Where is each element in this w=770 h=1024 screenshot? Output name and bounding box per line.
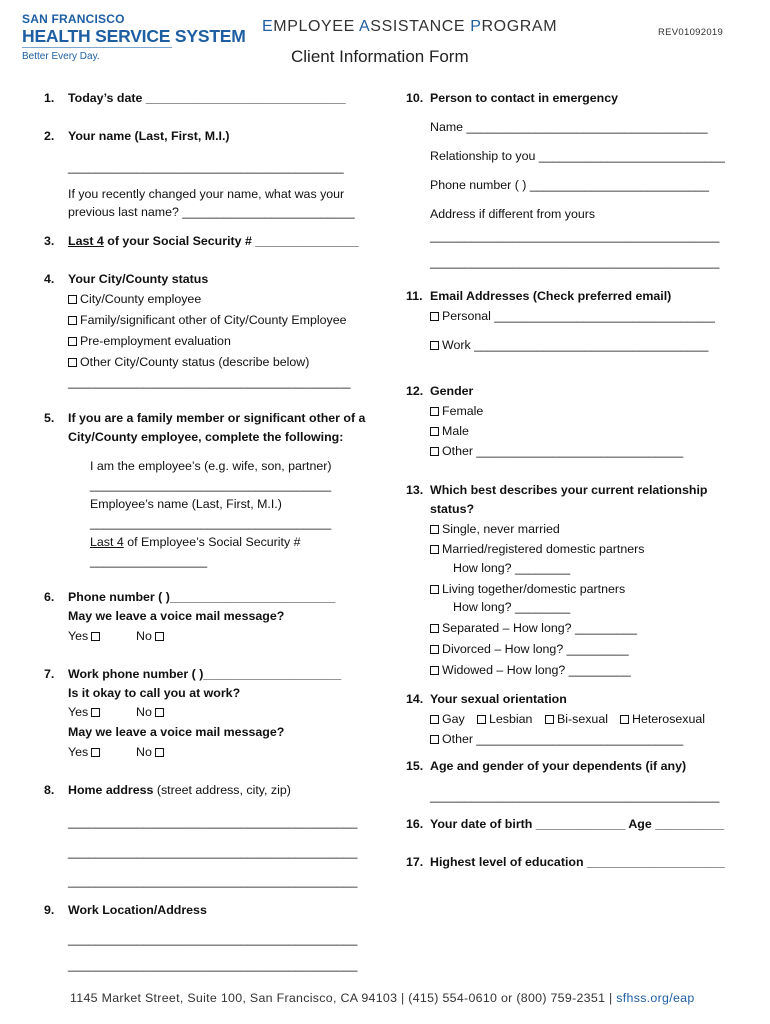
- q15-dependents-field[interactable]: __________________________________________: [430, 789, 720, 803]
- q1-todays-date-field[interactable]: Today’s date _____________________________: [68, 91, 346, 105]
- checkbox[interactable]: [68, 316, 77, 325]
- q2-previous-name-field[interactable]: previous last name? _________________________: [68, 205, 355, 219]
- checkbox[interactable]: [545, 715, 554, 724]
- option-label: Married/registered domestic partners: [442, 542, 645, 556]
- checkbox[interactable]: [430, 447, 439, 456]
- q13-option-married[interactable]: [430, 542, 644, 556]
- q3-ssn-field[interactable]: [68, 234, 359, 248]
- q1-number: 1.: [44, 91, 55, 105]
- q14-option-heterosexual[interactable]: [620, 712, 705, 726]
- option-label: City/County employee: [80, 292, 202, 306]
- q7-call-work-yes[interactable]: [68, 705, 100, 719]
- q5-employee-ssn-field[interactable]: _________________: [90, 554, 208, 568]
- q5-ssn-text: of Employee’s Social Security #: [123, 535, 301, 549]
- q4-option-family[interactable]: [68, 313, 347, 327]
- q13-label-line-2: status?: [430, 502, 475, 516]
- q8-number: 8.: [44, 783, 55, 797]
- logo-divider: [22, 47, 172, 48]
- q5-employee-name-label: Employee’s name (Last, First, M.I.): [90, 497, 282, 511]
- program-title-part-3: ROGRAM: [481, 18, 558, 35]
- q3-label: of your Social Security # _______________: [103, 234, 359, 248]
- q11-number: 11.: [406, 289, 423, 303]
- q9-label: Work Location/Address: [68, 903, 207, 917]
- checkbox[interactable]: [430, 735, 439, 744]
- program-title-part-2: SSISTANCE: [370, 18, 471, 35]
- q5-relation-label: I am the employee’s (e.g. wife, son, partner): [90, 459, 332, 473]
- q8-label: [68, 783, 291, 797]
- q12-number: 12.: [406, 384, 424, 398]
- no-label: No: [136, 705, 152, 719]
- q14-option-gay[interactable]: [430, 712, 465, 726]
- q2-label: Your name (Last, First, M.I.): [68, 129, 230, 143]
- q12-label: Gender: [430, 384, 474, 398]
- q5-employee-ssn-label: [90, 535, 301, 549]
- q11-personal-email[interactable]: [430, 309, 715, 323]
- work-email-field[interactable]: Work __________________________________: [442, 338, 709, 352]
- q10-number: 10.: [406, 91, 424, 105]
- checkbox[interactable]: [430, 645, 439, 654]
- q16-dob-age-field[interactable]: Your date of birth _____________ Age __________: [430, 817, 725, 831]
- divorced-field[interactable]: Divorced – How long? _________: [442, 642, 629, 656]
- q7-call-work-label: Is it okay to call you at work?: [68, 686, 241, 700]
- q10-label: Person to contact in emergency: [430, 91, 618, 105]
- checkbox[interactable]: [155, 632, 164, 641]
- q4-other-field[interactable]: _________________________________________: [68, 375, 351, 389]
- option-label: Male: [442, 424, 469, 438]
- logo-tagline: Better Every Day.: [22, 51, 100, 62]
- checkbox[interactable]: [91, 708, 100, 717]
- q7-voicemail-yes[interactable]: [68, 745, 100, 759]
- q4-option-employee[interactable]: [68, 292, 201, 306]
- q4-number: 4.: [44, 272, 55, 286]
- q10-address-label: Address if different from yours: [430, 207, 596, 221]
- no-label: No: [136, 745, 152, 759]
- q2-name-field[interactable]: ________________________________________: [68, 160, 344, 174]
- q10-name-field[interactable]: Name ___________________________________: [430, 120, 708, 134]
- q14-option-bisexual[interactable]: [545, 712, 608, 726]
- q9-work-location-line-1[interactable]: __________________________________________: [68, 932, 358, 946]
- no-label: No: [136, 629, 152, 643]
- checkbox[interactable]: [430, 545, 439, 554]
- q12-option-other[interactable]: [430, 444, 683, 458]
- option-label: Bi-sexual: [557, 712, 608, 726]
- gender-other-field[interactable]: Other ______________________________: [442, 444, 684, 458]
- checkbox[interactable]: [477, 715, 486, 724]
- option-label: Lesbian: [489, 712, 533, 726]
- checkbox[interactable]: [430, 341, 439, 350]
- q14-option-other[interactable]: [430, 732, 683, 746]
- footer: [70, 991, 695, 1005]
- yes-label: Yes: [68, 629, 89, 643]
- widowed-field[interactable]: Widowed – How long? _________: [442, 663, 631, 677]
- q14-option-lesbian[interactable]: [477, 712, 532, 726]
- q16-number: 16.: [406, 817, 424, 831]
- program-title-cap-e: E: [262, 18, 274, 35]
- option-label: Family/significant other of City/County Employee: [80, 313, 347, 327]
- program-title-cap-p: P: [470, 18, 482, 35]
- checkbox[interactable]: [91, 632, 100, 641]
- q3-number: 3.: [44, 234, 55, 248]
- footer-website-link[interactable]: sfhss.org/eap: [616, 991, 695, 1005]
- logo-line-1: SAN FRANCISCO: [22, 12, 125, 26]
- q10-address-line-2[interactable]: __________________________________________: [430, 255, 720, 269]
- q7-voicemail-label: May we leave a voice mail message?: [68, 725, 285, 739]
- footer-contact: 1145 Market Street, Suite 100, San Francisco, CA 94103 | (415) 554-0610 or (800) 759-2351 |: [70, 991, 617, 1005]
- q12-option-female[interactable]: [430, 404, 483, 418]
- program-title-part-1: MPLOYEE: [273, 18, 360, 35]
- option-label: Other City/County status (describe below): [80, 355, 310, 369]
- program-title: [262, 18, 557, 36]
- checkbox[interactable]: [68, 295, 77, 304]
- separated-field[interactable]: Separated – How long? _________: [442, 621, 637, 635]
- checkbox[interactable]: [155, 748, 164, 757]
- q9-number: 9.: [44, 903, 55, 917]
- q5-label-line-1: If you are a family member or significant other of a: [68, 411, 366, 425]
- q8-address-line-1[interactable]: __________________________________________: [68, 815, 358, 829]
- q13-option-widowed[interactable]: [430, 663, 631, 677]
- q13-option-single[interactable]: [430, 522, 560, 536]
- q2-previous-name-note: If you recently changed your name, what was your: [68, 187, 345, 201]
- q17-education-field[interactable]: Highest level of education ____________________: [430, 855, 725, 869]
- q6-voicemail-label: May we leave a voice mail message?: [68, 609, 285, 623]
- q4-option-pre-employment[interactable]: [68, 334, 231, 348]
- checkbox[interactable]: [155, 708, 164, 717]
- q13-option-divorced[interactable]: [430, 642, 629, 656]
- checkbox[interactable]: [430, 525, 439, 534]
- q8-address-line-2[interactable]: __________________________________________: [68, 845, 358, 859]
- q7-number: 7.: [44, 667, 55, 681]
- q17-number: 17.: [406, 855, 424, 869]
- checkbox[interactable]: [430, 312, 439, 321]
- personal-email-field[interactable]: Personal ________________________________: [442, 309, 715, 323]
- option-label: Gay: [442, 712, 465, 726]
- orientation-other-field[interactable]: Other ______________________________: [442, 732, 684, 746]
- q15-label: Age and gender of your dependents (if any): [430, 759, 687, 773]
- revision-code: REV01092019: [658, 27, 724, 38]
- q5-relation-field[interactable]: ___________________________________: [90, 478, 332, 492]
- q4-label: Your City/County status: [68, 272, 209, 286]
- q6-phone-field[interactable]: Phone number ( )________________________: [68, 590, 336, 604]
- q3-last4: Last 4: [68, 234, 104, 248]
- q10-relationship-field[interactable]: Relationship to you ___________________________: [430, 149, 725, 163]
- checkbox[interactable]: [430, 427, 439, 436]
- option-label: Living together/domestic partners: [442, 582, 626, 596]
- option-label: Single, never married: [442, 522, 560, 536]
- form-title: Client Information Form: [291, 47, 469, 66]
- logo-line-2: HEALTH SERVICE SYSTEM: [22, 26, 246, 46]
- q4-option-other[interactable]: [68, 355, 309, 369]
- yes-label: Yes: [68, 705, 89, 719]
- q5-last4: Last 4: [90, 535, 124, 549]
- q14-number: 14.: [406, 692, 424, 706]
- checkbox[interactable]: [68, 358, 77, 367]
- checkbox[interactable]: [91, 748, 100, 757]
- q10-phone-field[interactable]: Phone number ( ) __________________________: [430, 178, 710, 192]
- q6-voicemail-no[interactable]: [136, 629, 164, 643]
- checkbox[interactable]: [430, 407, 439, 416]
- program-title-cap-a: A: [359, 18, 371, 35]
- q6-voicemail-yes[interactable]: [68, 629, 100, 643]
- yes-label: Yes: [68, 745, 89, 759]
- q12-option-male[interactable]: [430, 424, 469, 438]
- q13-number: 13.: [406, 483, 424, 497]
- q2-number: 2.: [44, 129, 55, 143]
- q7-work-phone-field[interactable]: Work phone number ( )____________________: [68, 667, 342, 681]
- q5-employee-name-field[interactable]: ___________________________________: [90, 516, 332, 530]
- q7-call-work-no[interactable]: [136, 705, 164, 719]
- q11-label: Email Addresses (Check preferred email): [430, 289, 672, 303]
- checkbox[interactable]: [430, 666, 439, 675]
- q13-living-how-long-field[interactable]: How long? ________: [453, 600, 571, 614]
- q5-label-line-2: City/County employee, complete the following:: [68, 430, 344, 444]
- q13-option-separated[interactable]: [430, 621, 637, 635]
- q13-label-line-1: Which best describes your current relationship: [430, 483, 708, 497]
- q5-number: 5.: [44, 411, 55, 425]
- q13-option-living-together[interactable]: [430, 582, 625, 596]
- option-label: Female: [442, 404, 484, 418]
- checkbox[interactable]: [430, 624, 439, 633]
- q14-label: Your sexual orientation: [430, 692, 567, 706]
- checkbox[interactable]: [430, 585, 439, 594]
- q15-number: 15.: [406, 759, 424, 773]
- q9-work-location-line-2[interactable]: __________________________________________: [68, 958, 358, 972]
- checkbox[interactable]: [430, 715, 439, 724]
- q8-hint: (street address, city, zip): [153, 783, 291, 797]
- q8-label-bold: Home address: [68, 783, 154, 797]
- option-label: Pre-employment evaluation: [80, 334, 231, 348]
- q13-married-how-long-field[interactable]: How long? ________: [453, 561, 571, 575]
- q10-address-line-1[interactable]: __________________________________________: [430, 229, 720, 243]
- checkbox[interactable]: [68, 337, 77, 346]
- q7-voicemail-no[interactable]: [136, 745, 164, 759]
- q6-number: 6.: [44, 590, 55, 604]
- q8-address-line-3[interactable]: __________________________________________: [68, 874, 358, 888]
- checkbox[interactable]: [620, 715, 629, 724]
- option-label: Heterosexual: [632, 712, 706, 726]
- q11-work-email[interactable]: [430, 338, 708, 352]
